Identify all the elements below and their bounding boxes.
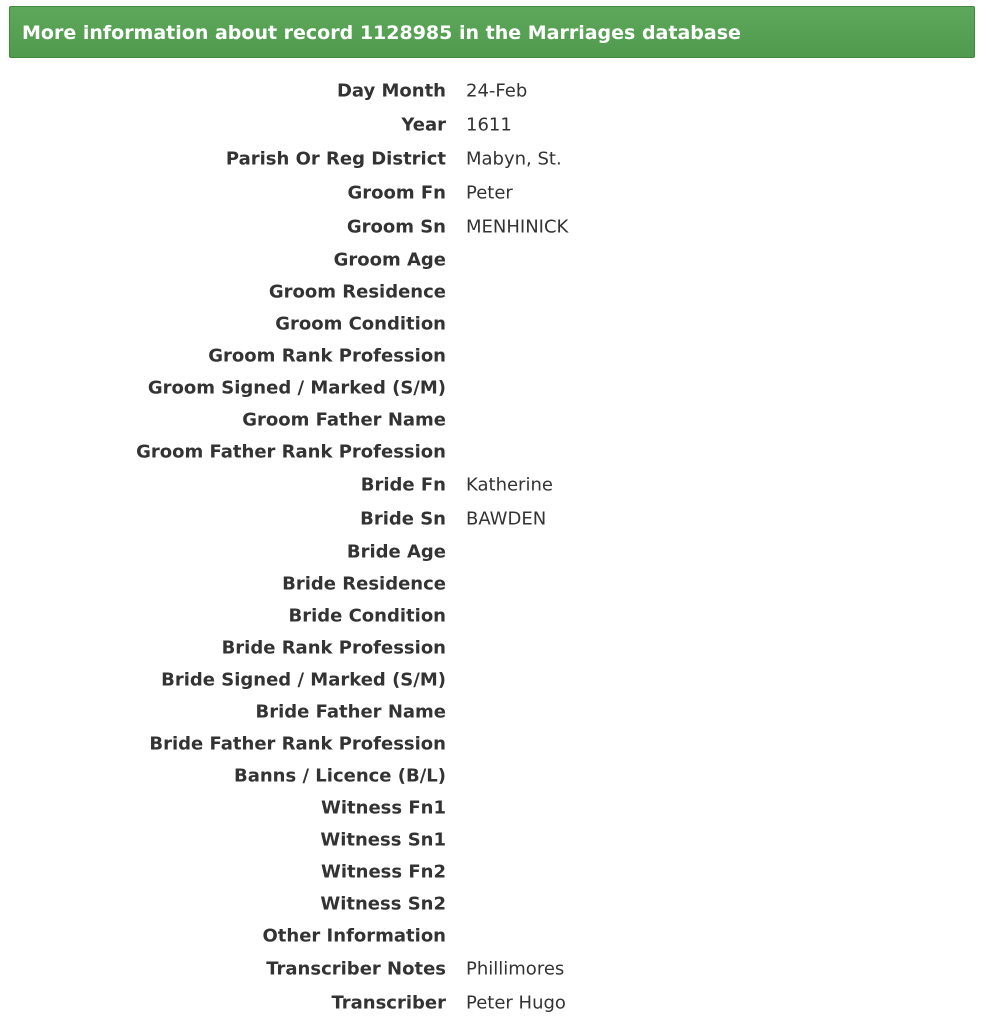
field-row-bride-father-name xyxy=(0,696,987,728)
field-row-witness-fn2 xyxy=(0,856,987,888)
field-label: Groom Father Rank Profession xyxy=(136,441,446,463)
field-row-groom-father-name xyxy=(0,404,987,436)
field-row-bride-age xyxy=(0,536,987,568)
field-row-witness-fn1 xyxy=(0,792,987,824)
field-row-groom-residence xyxy=(0,276,987,308)
field-row-witness-sn1 xyxy=(0,824,987,856)
field-label: Bride Condition xyxy=(288,605,446,627)
field-row-bride-residence xyxy=(0,568,987,600)
field-label: Groom Age xyxy=(333,249,446,271)
field-label: Bride Age xyxy=(346,541,446,563)
field-label: Bride Residence xyxy=(282,573,446,595)
field-value: MENHINICK xyxy=(466,216,569,238)
field-row-groom-sn xyxy=(0,210,987,244)
field-label: Bride Sn xyxy=(360,508,446,530)
field-label: Groom Condition xyxy=(275,313,446,335)
field-value: Katherine xyxy=(466,474,553,496)
field-label: Witness Fn1 xyxy=(321,797,446,819)
field-row-parish xyxy=(0,142,987,176)
field-label: Year xyxy=(401,114,446,136)
field-label: Bride Signed / Marked (S/M) xyxy=(161,669,446,691)
field-value: Phillimores xyxy=(466,958,565,980)
field-label: Groom Residence xyxy=(268,281,446,303)
field-label: Other Information xyxy=(262,925,446,947)
field-row-bride-sn xyxy=(0,502,987,536)
field-label: Bride Fn xyxy=(360,474,446,496)
field-value: Peter xyxy=(466,182,513,204)
field-label: Witness Fn2 xyxy=(321,861,446,883)
field-row-transcriber-notes xyxy=(0,952,987,986)
field-value: 1611 xyxy=(466,114,512,136)
field-label: Bride Father Name xyxy=(255,701,446,723)
field-label: Transcriber xyxy=(331,992,446,1014)
field-row-bride-fn xyxy=(0,468,987,502)
field-label: Day Month xyxy=(336,80,446,102)
field-label: Bride Father Rank Profession xyxy=(149,733,446,755)
record-details-table xyxy=(0,74,987,1020)
field-value: BAWDEN xyxy=(466,508,547,530)
field-label: Transcriber Notes xyxy=(266,958,446,980)
field-row-other-information xyxy=(0,920,987,952)
field-row-groom-father-rank xyxy=(0,436,987,468)
field-value: Mabyn, St. xyxy=(466,148,562,170)
field-label: Groom Sn xyxy=(346,216,446,238)
field-label: Bride Rank Profession xyxy=(221,637,446,659)
field-value: 24-Feb xyxy=(466,80,528,102)
field-row-bride-rank xyxy=(0,632,987,664)
field-row-bride-condition xyxy=(0,600,987,632)
page-title: More information about record 1128985 in the Marriages database xyxy=(9,6,975,58)
field-label: Witness Sn2 xyxy=(320,893,446,915)
field-label: Banns / Licence (B/L) xyxy=(233,765,446,787)
field-row-groom-fn xyxy=(0,176,987,210)
field-value: Peter Hugo xyxy=(466,992,566,1014)
field-label: Witness Sn1 xyxy=(320,829,446,851)
field-row-witness-sn2 xyxy=(0,888,987,920)
field-row-groom-rank xyxy=(0,340,987,372)
field-label: Groom Fn xyxy=(347,182,446,204)
field-row-groom-signed xyxy=(0,372,987,404)
field-row-year xyxy=(0,108,987,142)
field-row-transcriber xyxy=(0,986,987,1020)
field-label: Parish Or Reg District xyxy=(225,148,446,170)
field-label: Groom Father Name xyxy=(242,409,446,431)
field-row-day-month xyxy=(0,74,987,108)
field-label: Groom Signed / Marked (S/M) xyxy=(147,377,446,399)
field-row-bride-signed xyxy=(0,664,987,696)
field-row-banns-licence xyxy=(0,760,987,792)
field-row-groom-condition xyxy=(0,308,987,340)
field-row-bride-father-rank xyxy=(0,728,987,760)
field-label: Groom Rank Profession xyxy=(208,345,446,367)
field-row-groom-age xyxy=(0,244,987,276)
